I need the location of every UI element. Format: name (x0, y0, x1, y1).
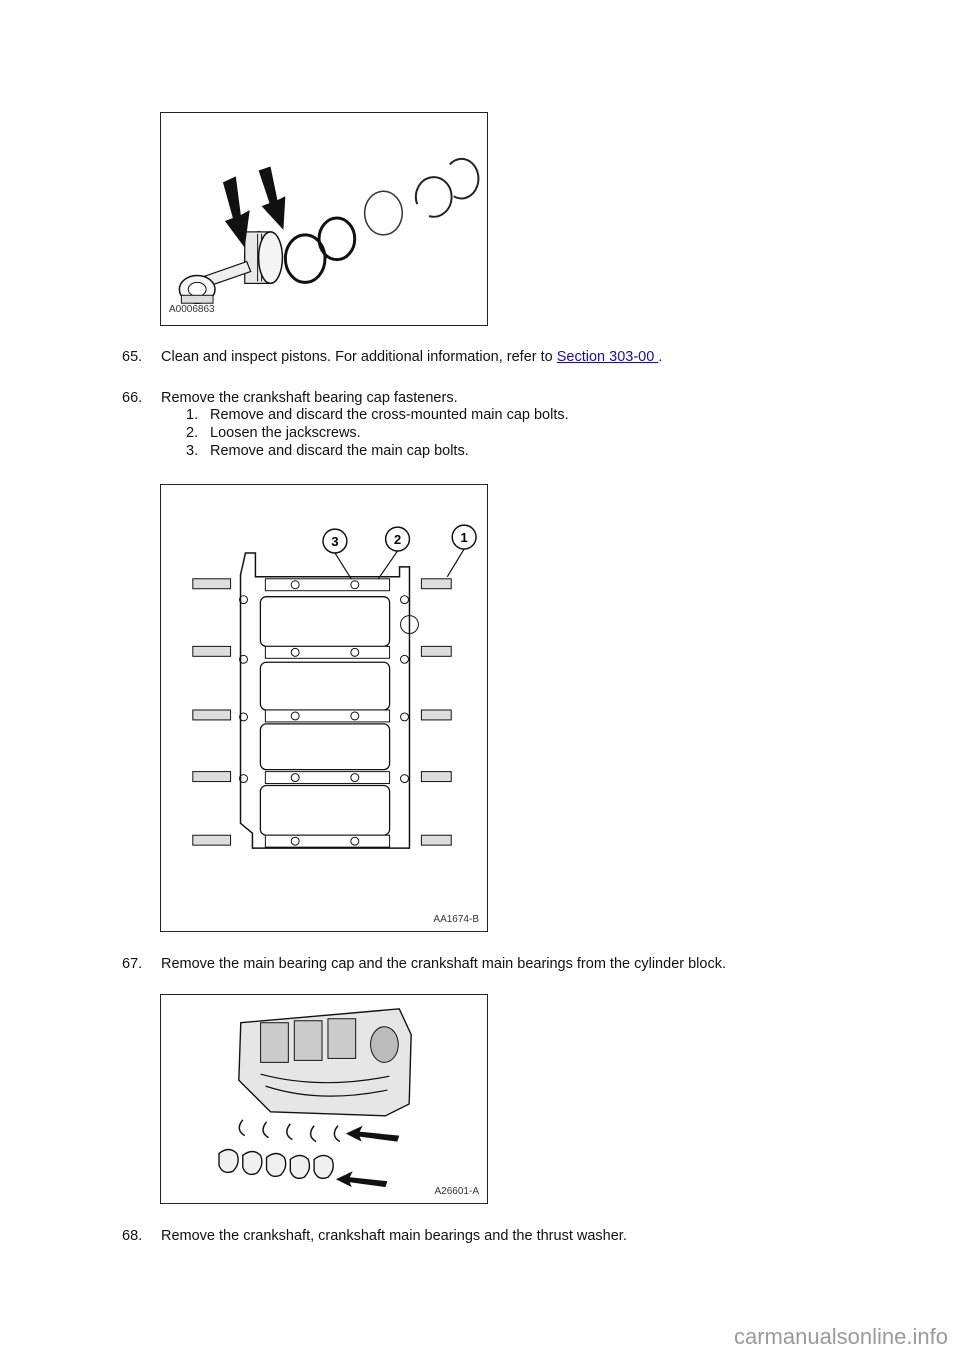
substep-text: Remove and discard the main cap bolts. (210, 443, 469, 459)
callout-3: 3 (331, 533, 339, 549)
step-text-end: . (658, 349, 663, 365)
substep-number: 2. (186, 425, 199, 441)
callout-2: 2 (393, 532, 402, 548)
step-number: 65. (122, 349, 143, 365)
figure-piston-rings (160, 112, 488, 326)
step-text: Remove the crankshaft, crankshaft main bearings and the thrust washer. (161, 1228, 627, 1244)
figure-main-cap-bolts (160, 484, 488, 932)
section-303-00-link[interactable]: Section 303-00 (556, 349, 659, 365)
substep-number: 3. (186, 443, 199, 459)
cylinder-block-illustration (161, 995, 487, 1203)
step-number: 67. (122, 956, 143, 972)
step-text: Remove the main bearing cap and the crankshaft main bearings from the cylinder block. (161, 956, 726, 972)
step-number: 66. (122, 390, 143, 406)
substep-text: Loosen the jackscrews. (210, 425, 361, 441)
substep-text: Remove and discard the cross-mounted main cap bolts. (210, 407, 569, 423)
figure-cylinder-block (160, 994, 488, 1204)
figure-label: A26601-A (434, 1186, 479, 1197)
step-text: Remove the crankshaft bearing cap fasteners. (161, 390, 458, 406)
callout-1: 1 (460, 530, 468, 546)
figure-label: AA1674-B (433, 914, 479, 925)
watermark: carmanualsonline.info (733, 1324, 948, 1349)
step-text-body: Clean and inspect pistons. For additional information, refer to (161, 349, 557, 365)
step-number: 68. (122, 1228, 143, 1244)
substep-number: 1. (186, 407, 199, 423)
step-text (161, 349, 662, 366)
piston-rings-illustration (161, 113, 487, 325)
figure-label: A0006863 (169, 304, 215, 315)
main-cap-bolts-illustration (161, 485, 487, 931)
